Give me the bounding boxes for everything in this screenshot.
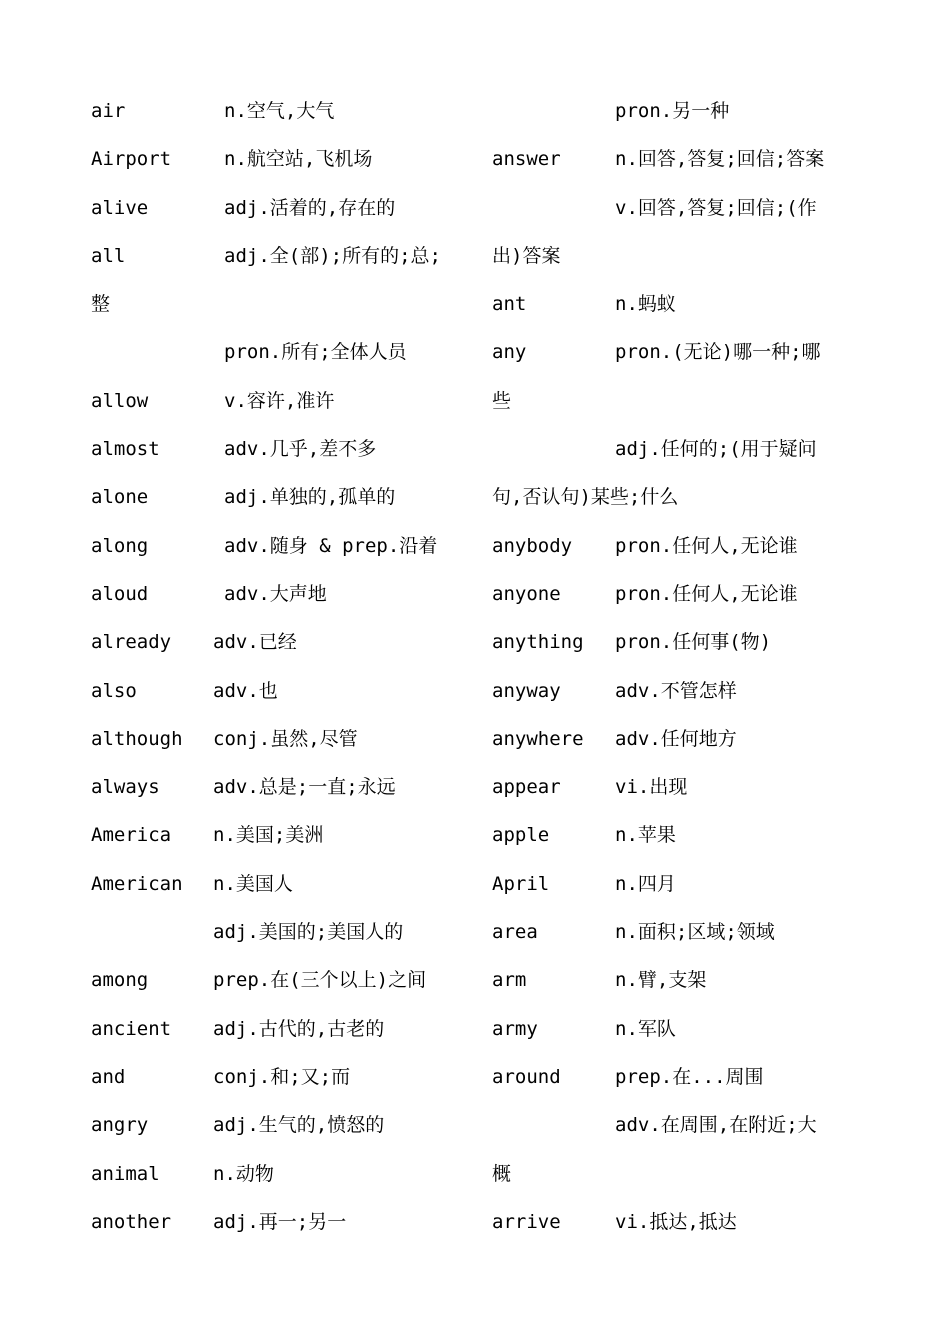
vocab-line xyxy=(91,772,486,820)
vocab-definition: adj.活着的,存在的 xyxy=(224,196,396,219)
vocab-definition: v.回答,答复;回信;(作 xyxy=(615,196,817,219)
vocab-word: another xyxy=(91,1210,172,1233)
vocab-line xyxy=(492,676,912,724)
vocab-line xyxy=(91,531,486,579)
vocab-line xyxy=(492,1014,912,1062)
vocab-line xyxy=(492,241,912,289)
vocab-line xyxy=(91,482,486,530)
vocab-line xyxy=(91,1014,486,1062)
vocab-line xyxy=(492,772,912,820)
vocab-line xyxy=(492,337,912,385)
vocab-line xyxy=(91,241,486,289)
vocab-line xyxy=(91,96,486,144)
vocab-line xyxy=(492,482,912,530)
vocab-word: allow xyxy=(91,389,149,412)
vocab-line xyxy=(492,820,912,868)
vocab-word: appear xyxy=(492,776,561,799)
vocab-line xyxy=(91,917,486,965)
vocab-definition: vi.出现 xyxy=(615,776,688,799)
vocab-definition: n.动物 xyxy=(213,1162,274,1185)
vocab-word: almost xyxy=(91,438,160,461)
vocab-word: always xyxy=(91,776,160,799)
vocab-line xyxy=(91,144,486,192)
vocab-word: anywhere xyxy=(492,727,584,750)
vocab-line xyxy=(492,144,912,192)
vocab-word: although xyxy=(91,727,183,750)
vocab-line xyxy=(492,965,912,1013)
vocab-word: alone xyxy=(91,486,149,509)
vocab-word: anyone xyxy=(492,582,561,605)
vocab-line xyxy=(91,337,486,385)
vocab-line xyxy=(492,386,912,434)
vocab-definition: n.军队 xyxy=(615,1017,676,1040)
vocab-word: ancient xyxy=(91,1017,172,1040)
vocab-line xyxy=(492,579,912,627)
vocab-word: anybody xyxy=(492,534,573,557)
vocab-word: ant xyxy=(492,293,527,316)
vocab-word: among xyxy=(91,969,149,992)
vocab-line xyxy=(91,289,486,337)
vocab-word: April xyxy=(492,872,550,895)
vocab-definition: n.美国;美洲 xyxy=(213,824,324,847)
vocab-definition: vi.抵达,抵达 xyxy=(615,1210,737,1233)
vocab-definition: adv.在周围,在附近;大 xyxy=(615,1114,817,1137)
vocab-line xyxy=(492,434,912,482)
vocab-definition: adv.也 xyxy=(213,679,278,702)
left-column xyxy=(91,96,486,1255)
vocab-word: along xyxy=(91,534,149,557)
vocab-line xyxy=(492,724,912,772)
vocab-word: Airport xyxy=(91,148,172,171)
vocab-definition: adj.全(部);所有的;总; xyxy=(224,244,441,267)
vocab-definition: adj.生气的,愤怒的 xyxy=(213,1114,385,1137)
vocab-word: around xyxy=(492,1065,561,1088)
vocab-line xyxy=(492,917,912,965)
vocab-definition: adj.古代的,古老的 xyxy=(213,1017,385,1040)
vocab-definition: adv.大声地 xyxy=(224,582,327,605)
vocab-word: area xyxy=(492,921,538,944)
vocab-word: America xyxy=(91,824,172,847)
vocab-word: American xyxy=(91,872,183,895)
vocab-definition: adj.美国的;美国人的 xyxy=(213,921,404,944)
definition-continuation: 些 xyxy=(492,389,512,412)
vocab-definition: n.空气,大气 xyxy=(224,100,335,122)
definition-continuation: 句,否认句)某些;什么 xyxy=(492,486,679,509)
vocab-definition: prep.在(三个以上)之间 xyxy=(213,969,427,992)
vocab-line xyxy=(91,676,486,724)
vocab-definition: n.美国人 xyxy=(213,872,293,895)
vocab-line xyxy=(91,1159,486,1207)
vocab-definition: pron.所有;全体人员 xyxy=(224,341,407,364)
vocab-definition: adj.单独的,孤单的 xyxy=(224,486,396,509)
vocab-definition: pron.任何人,无论谁 xyxy=(615,534,798,557)
vocab-word: animal xyxy=(91,1162,160,1185)
vocab-definition: n.蚂蚁 xyxy=(615,293,676,316)
vocab-definition: n.回答,答复;回信;答案 xyxy=(615,148,825,171)
vocab-line xyxy=(91,386,486,434)
vocab-word: air xyxy=(91,100,126,122)
vocab-word: aloud xyxy=(91,582,149,605)
vocab-line xyxy=(492,1159,912,1207)
vocab-word: alive xyxy=(91,196,149,219)
vocab-word: answer xyxy=(492,148,561,171)
vocab-definition: n.臂,支架 xyxy=(615,969,707,992)
vocab-definition: adv.几乎,差不多 xyxy=(224,438,377,461)
vocab-line xyxy=(91,434,486,482)
vocab-definition: v.容许,准许 xyxy=(224,389,335,412)
vocab-word: any xyxy=(492,341,527,364)
vocab-word: also xyxy=(91,679,137,702)
vocab-line xyxy=(492,1207,912,1255)
vocab-definition: adv.已经 xyxy=(213,631,297,654)
definition-continuation: 整 xyxy=(91,293,111,316)
vocab-line xyxy=(492,531,912,579)
vocab-line xyxy=(91,1207,486,1255)
vocab-line xyxy=(492,869,912,917)
vocab-definition: prep.在...周围 xyxy=(615,1065,764,1088)
vocab-line xyxy=(492,627,912,675)
vocab-line xyxy=(91,579,486,627)
definition-continuation: 出)答案 xyxy=(492,244,561,267)
vocab-line xyxy=(492,1062,912,1110)
vocab-line xyxy=(91,869,486,917)
vocab-definition: conj.和;又;而 xyxy=(213,1065,351,1088)
vocab-word: already xyxy=(91,631,172,654)
vocab-definition: n.苹果 xyxy=(615,824,676,847)
vocab-line xyxy=(91,724,486,772)
vocab-word: and xyxy=(91,1065,126,1088)
vocab-definition: n.航空站,飞机场 xyxy=(224,148,373,171)
vocab-line xyxy=(492,289,912,337)
vocab-word: apple xyxy=(492,824,550,847)
vocab-definition: conj.虽然,尽管 xyxy=(213,727,358,750)
vocab-definition: pron.任何人,无论谁 xyxy=(615,582,798,605)
vocab-line xyxy=(91,1110,486,1158)
vocab-definition: adj.任何的;(用于疑问 xyxy=(615,438,817,461)
vocab-definition: adj.再一;另一 xyxy=(213,1210,347,1233)
vocab-line xyxy=(492,1110,912,1158)
vocab-definition: pron.另一种 xyxy=(615,100,730,122)
vocab-line xyxy=(91,820,486,868)
vocab-word: angry xyxy=(91,1114,149,1137)
vocab-definition: adv.不管怎样 xyxy=(615,679,737,702)
vocab-line xyxy=(91,193,486,241)
vocab-definition: pron.(无论)哪一种;哪 xyxy=(615,341,821,364)
vocab-definition: adv.随身 & prep.沿着 xyxy=(224,534,438,557)
vocab-word: all xyxy=(91,244,126,267)
definition-continuation: 概 xyxy=(492,1162,512,1185)
vocab-definition: pron.任何事(物) xyxy=(615,631,772,654)
vocab-line xyxy=(91,965,486,1013)
vocab-word: army xyxy=(492,1017,538,1040)
vocab-word: arrive xyxy=(492,1210,561,1233)
vocab-line xyxy=(492,96,912,144)
vocab-word: anyway xyxy=(492,679,561,702)
right-column xyxy=(492,96,912,1255)
vocab-definition: adv.总是;一直;永远 xyxy=(213,776,396,799)
vocab-definition: n.四月 xyxy=(615,872,676,895)
vocab-definition: n.面积;区域;领域 xyxy=(615,921,775,944)
vocab-definition: adv.任何地方 xyxy=(615,727,737,750)
vocab-line xyxy=(91,627,486,675)
vocab-word: anything xyxy=(492,631,584,654)
vocab-line xyxy=(492,193,912,241)
vocab-word: arm xyxy=(492,969,527,992)
vocab-line xyxy=(91,1062,486,1110)
